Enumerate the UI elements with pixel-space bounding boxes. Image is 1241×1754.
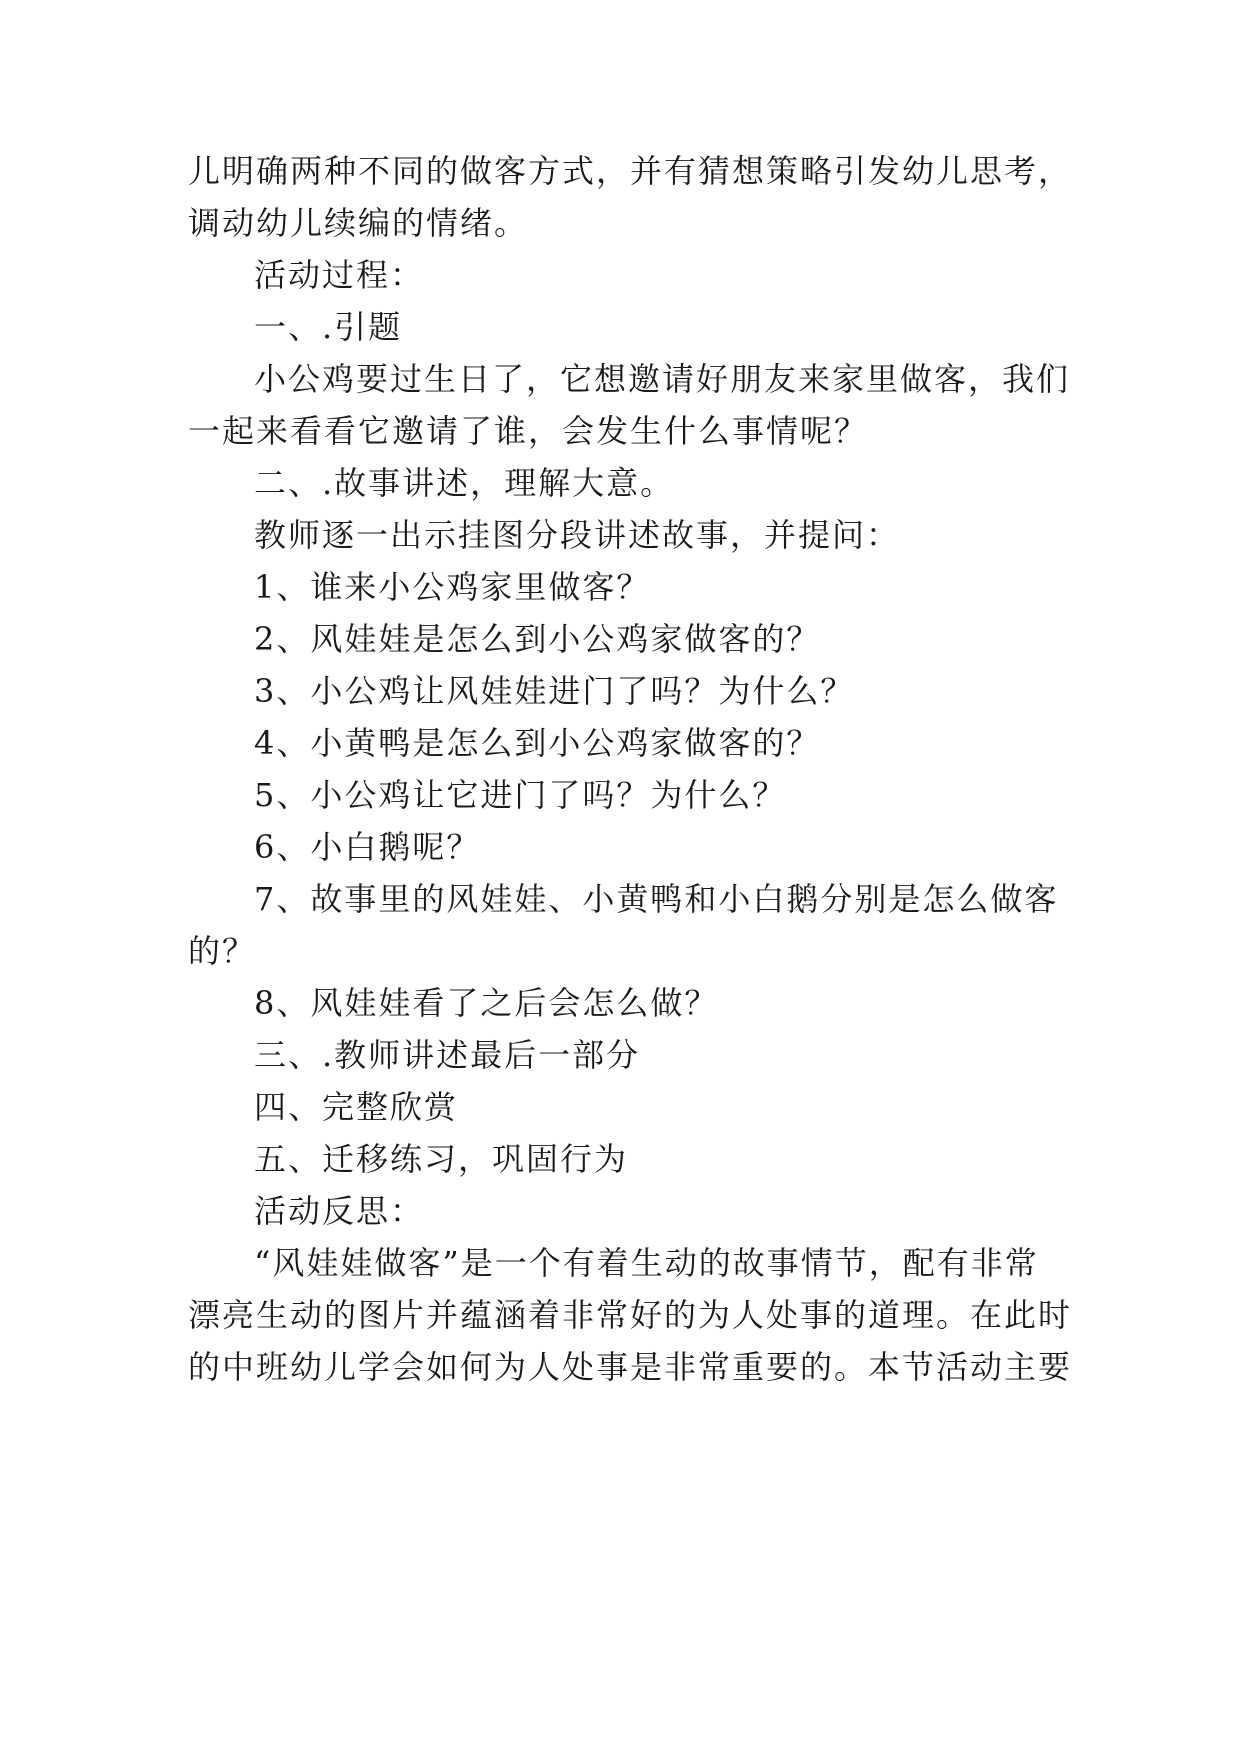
section-heading: 一、.引题 [254, 308, 403, 346]
paragraph-line: “风娃娃做客”是一个有着生动的故事情节，配有非常 [254, 1244, 1039, 1282]
section-heading: 活动过程： [254, 256, 425, 294]
paragraph-line: 调动幼儿续编的情绪。 [188, 204, 529, 242]
section-heading: 三、.教师讲述最后一部分 [254, 1036, 641, 1074]
section-heading: 二、.故事讲述，理解大意。 [254, 464, 675, 502]
question-item: 3、小公鸡让风娃娃进门了吗？为什么？ [254, 672, 855, 710]
question-item: 6、小白鹅呢？ [254, 828, 481, 866]
question-item: 8、风娃娃看了之后会怎么做？ [254, 984, 719, 1022]
section-heading: 活动反思： [254, 1192, 425, 1230]
question-item-continuation: 的？ [188, 932, 257, 970]
section-heading: 五、迁移练习，巩固行为 [254, 1140, 629, 1178]
paragraph-line: 小公鸡要过生日了，它想邀请好朋友来家里做客，我们 [254, 360, 1071, 398]
paragraph-line: 的中班幼儿学会如何为人处事是非常重要的。本节活动主要 [188, 1348, 1073, 1386]
section-heading: 四、完整欣赏 [254, 1088, 459, 1126]
paragraph-line: 漂亮生动的图片并蕴涵着非常好的为人处事的道理。在此时 [188, 1296, 1073, 1334]
question-item: 5、小公鸡让它进门了吗？为什么？ [254, 776, 787, 814]
paragraph-line: 一起来看看它邀请了谁，会发生什么事情呢？ [188, 412, 869, 450]
question-item: 7、故事里的风娃娃、小黄鸭和小白鹅分别是怎么做客 [254, 880, 1059, 918]
paragraph-line: 儿明确两种不同的做客方式，并有猜想策略引发幼儿思考， [188, 152, 1073, 190]
question-item: 2、风娃娃是怎么到小公鸡家做客的？ [254, 620, 821, 658]
question-item: 4、小黄鸭是怎么到小公鸡家做客的？ [254, 724, 821, 762]
question-item: 1、谁来小公鸡家里做客？ [254, 568, 651, 606]
paragraph-line: 教师逐一出示挂图分段讲述故事，并提问： [254, 516, 901, 554]
